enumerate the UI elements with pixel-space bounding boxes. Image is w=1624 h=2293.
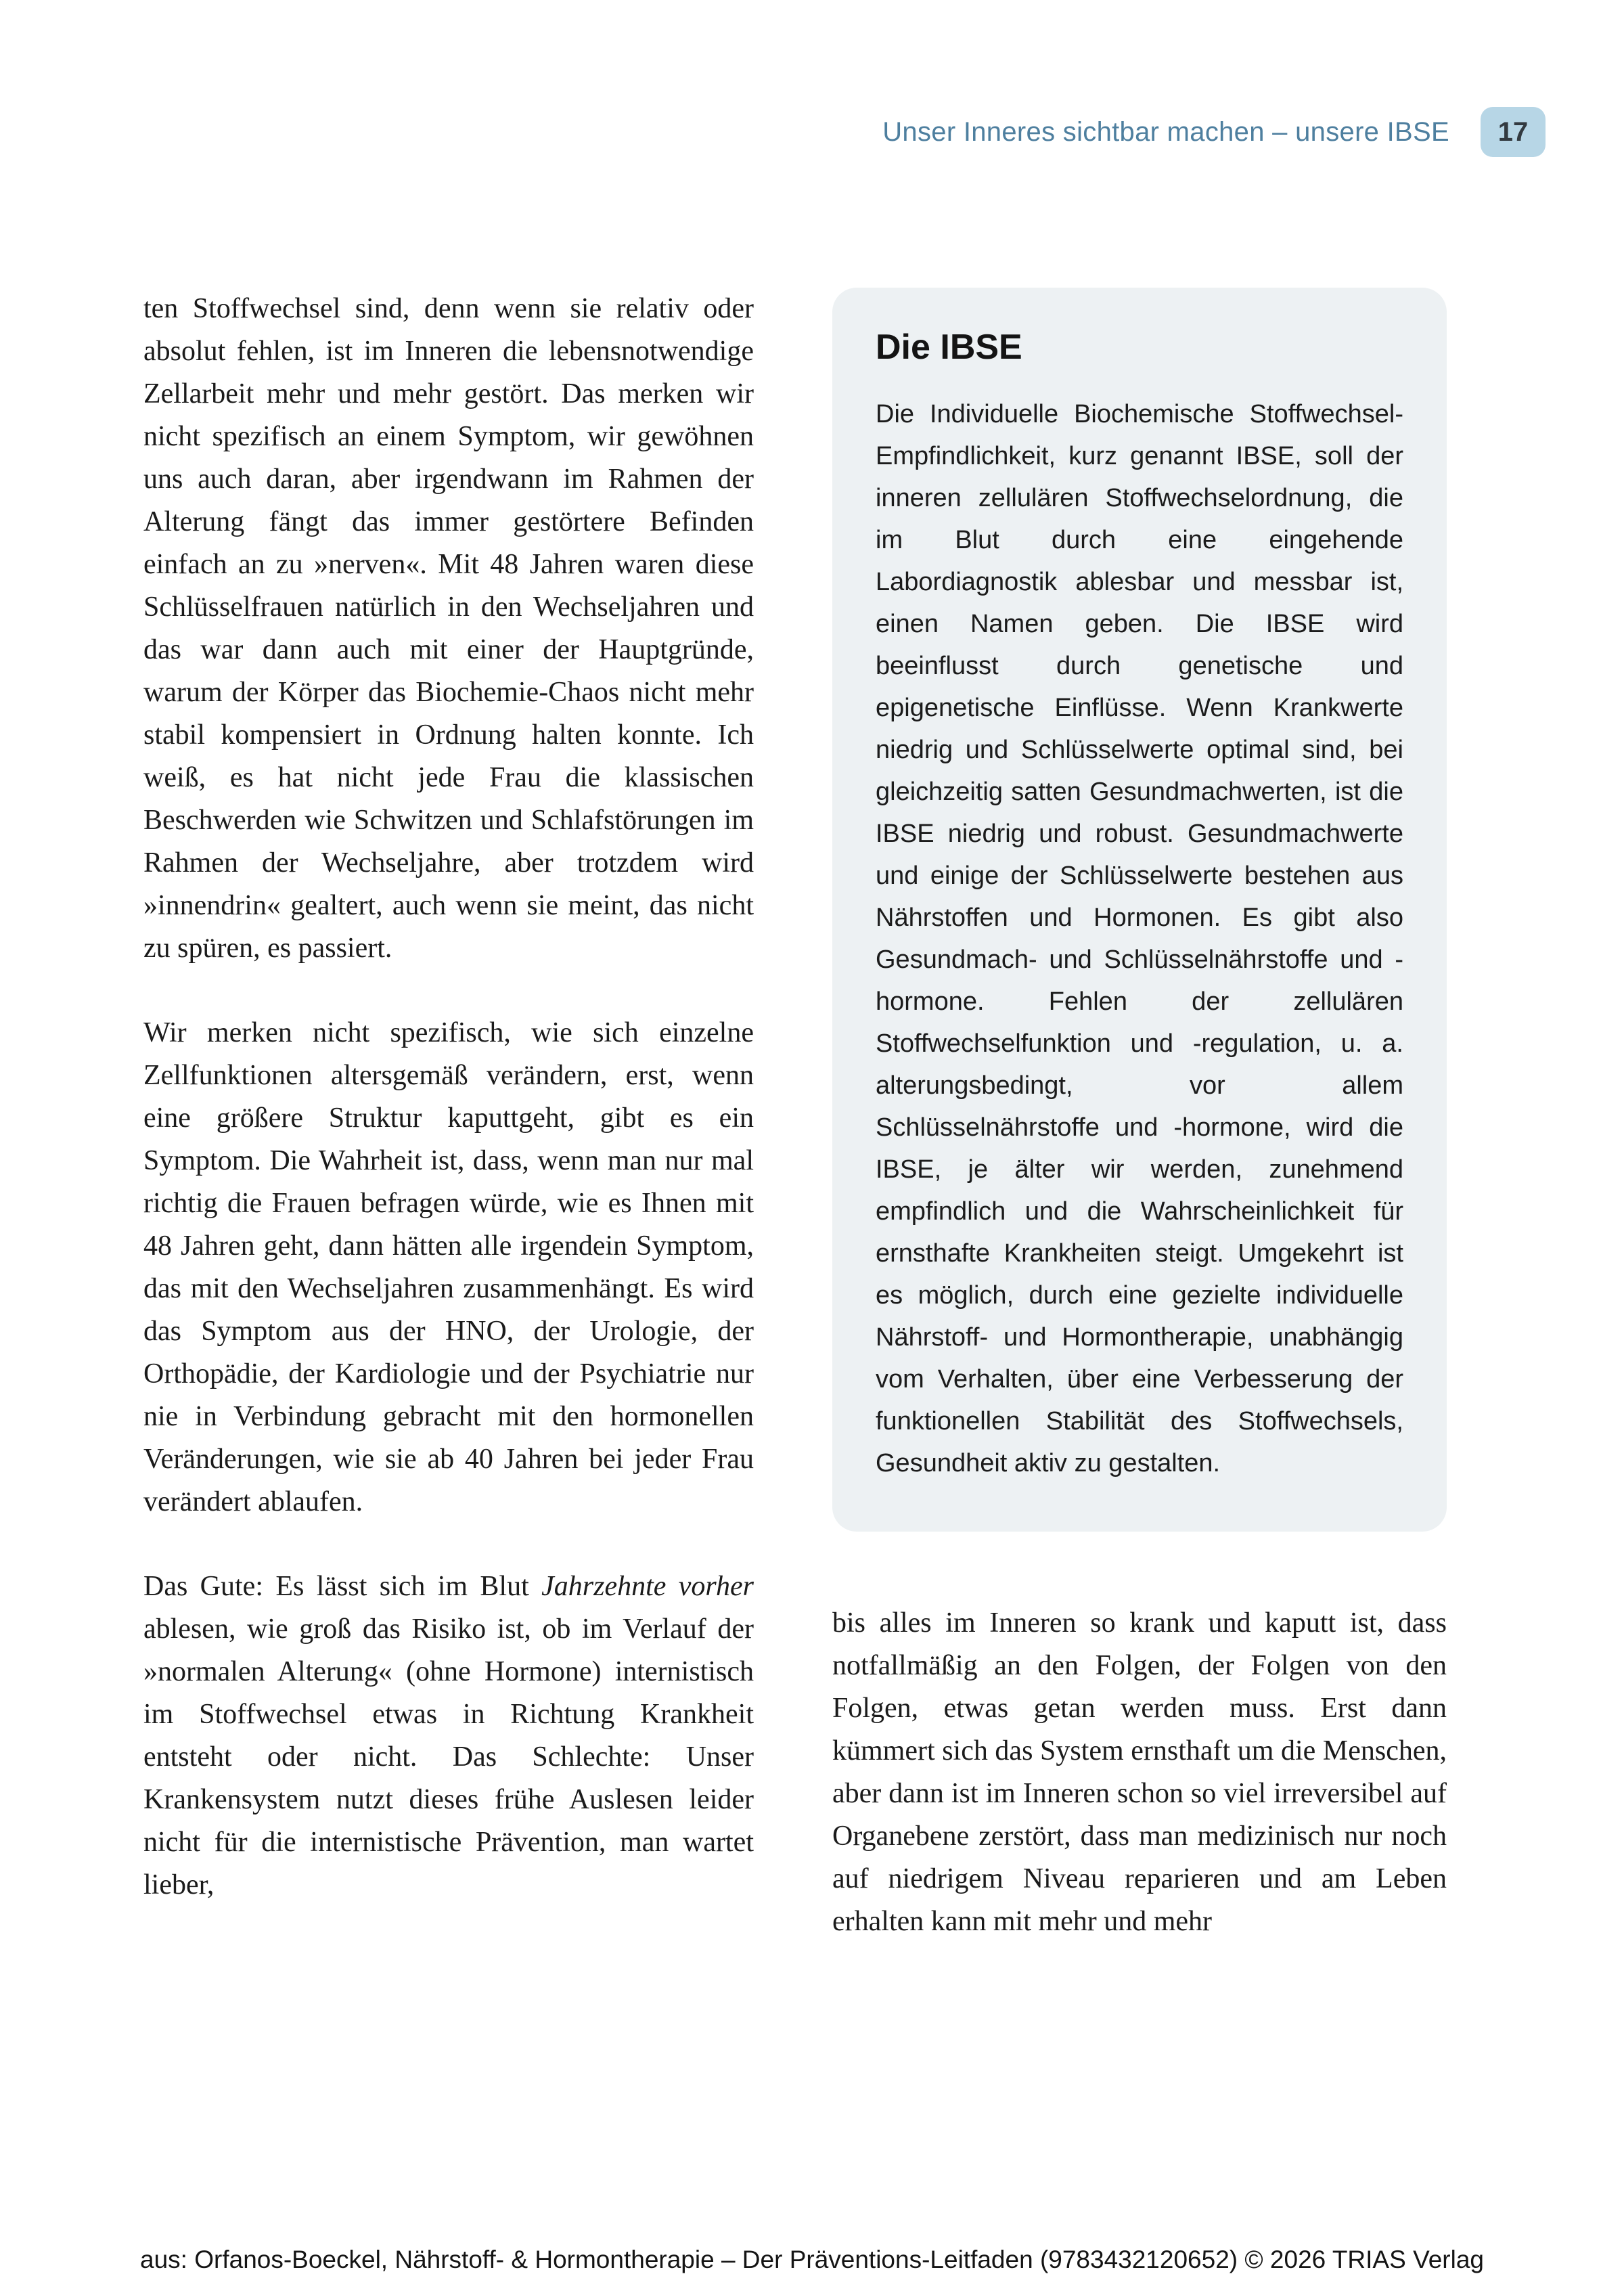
body-paragraph-1: ten Stoffwechsel sind, denn wenn sie relativ oder absolut fehlen, ist im Inneren die lebensnotwendige Zellarbeit mehr und mehr gestört. Das merken wir nicht spezifisch an einem Symptom, wir gewöhnen uns auch daran, aber irgendwann im Rahmen der Alterung fängt das immer gestörtere Befinden einfach an zu »nerven«. Mit 48 Jahren waren diese Schlüsselfrauen natürlich in den Wechseljahren und das war dann auch mit einer der Hauptgründe, warum der Körper das Biochemie-Chaos nicht mehr stabil kompensiert in Ordnung halten konnte. Ich weiß, es hat nicht jede Frau die klassischen Beschwerden wie Schwitzen und Schlafstörungen im Rahmen der Wechseljahre, aber trotzdem wird »innendrin« gealtert, auch wenn sie meint, das nicht zu spüren, es passiert.: [143, 293, 754, 964]
content-columns: [143, 288, 1447, 1943]
running-title: Unser Inneres sichtbar machen – unsere IBSE: [882, 116, 1449, 147]
page-number: 17: [1497, 116, 1529, 147]
infobox-title: Die IBSE: [876, 328, 1022, 367]
paragraph-text-post: ablesen, wie groß das Risiko ist, ob im Verlauf der »normalen Alterung« (ohne Hormone) internistisch im Stoffwechsel etwas in Richtung Krankheit entsteht oder nicht. Das Schlechte: Unser Krankensystem nutzt dieses frühe Auslesen leider nicht für die internistische Prävention, man wartet lieber,: [143, 1613, 754, 1900]
left-column: [143, 288, 754, 1943]
page-footer: [0, 2246, 1624, 2274]
page-number-badge: [1481, 107, 1546, 157]
body-paragraph-2: Wir merken nicht spezifisch, wie sich einzelne Zellfunktionen altersgemäß verändern, erst, wenn eine größere Struktur kaputtgeht, gibt es ein Symptom. Die Wahrheit ist, dass, wenn man nur mal richtig die Frauen befragen würde, wie es Ihnen mit 48 Jahren geht, dann hätten alle irgendein Symptom, das mit den Wechseljahren zusammenhängt. Es wird das Symptom aus der HNO, der Urologie, der Orthopädie, der Kardiologie und der Psychiatrie nur nie in Verbindung gebracht mit den hormonellen Veränderungen, wie sie ab 40 Jahren bei jeder Frau verändert ablaufen.: [143, 1017, 754, 1517]
body-paragraph-continuation: bis alles im Inneren so krank und kaputt ist, dass notfallmäßig an den Folgen, der Folgen von den Folgen, etwas getan werden muss. Erst dann kümmert sich das System ernsthaft um die Menschen, aber dann ist im Inneren schon so viel irreversibel auf Organebene zerstört, dass man medizinisch nur noch auf niedrigem Niveau reparieren und am Leben erhalten kann mit mehr und mehr: [832, 1607, 1447, 1937]
right-column: [832, 288, 1447, 1943]
infobox-body: Die Individuelle Biochemische Stoffwechsel-Empfindlichkeit, kurz genannt IBSE, soll der inneren zellulären Stoffwechselordnung, die im Blut durch eine eingehende Labordiagnostik ablesbar und messbar ist, einen Namen geben. Die IBSE wird beeinflusst durch genetische und epigenetische Einflüsse. Wenn Krankwerte niedrig und Schlüsselwerte optimal sind, bei gleichzeitig satten Gesundmachwerten, ist die IBSE niedrig und robust. Gesundmachwerte und einige der Schlüsselwerte bestehen aus Nährstoffen und Hormonen. Es gibt also Gesundmach- und Schlüsselnährstoffe und -hormone. Fehlen der zellulären Stoffwechselfunktion und -regulation, u. a. alterungsbedingt, vor allem Schlüsselnährstoffe und -hormone, wird die IBSE, je älter wir werden, zunehmend empfindlich und die Wahrscheinlichkeit für ernsthafte Krankheiten steigt. Umgekehrt ist es möglich, durch eine gezielte individuelle Nährstoff- und Hormontherapie, unabhängig vom Verhalten, über eine Verbesserung der funktionellen Stabilität des Stoffwechsels, Gesundheit aktiv zu gestalten.: [876, 400, 1403, 1477]
page-header: [143, 107, 1546, 157]
ibse-infobox: [832, 288, 1447, 1532]
paragraph-text-pre: Das Gute: Es lässt sich im Blut: [143, 1571, 542, 1602]
body-paragraph-3: [143, 1565, 754, 1907]
source-credit: aus: Orfanos-Boeckel, Nährstoff- & Hormontherapie – Der Präventions-Leitfaden (9783432120652) © 2026 TRIAS Verlag: [140, 2246, 1484, 2273]
italic-phrase: Jahrzehnte vorher: [541, 1571, 754, 1602]
